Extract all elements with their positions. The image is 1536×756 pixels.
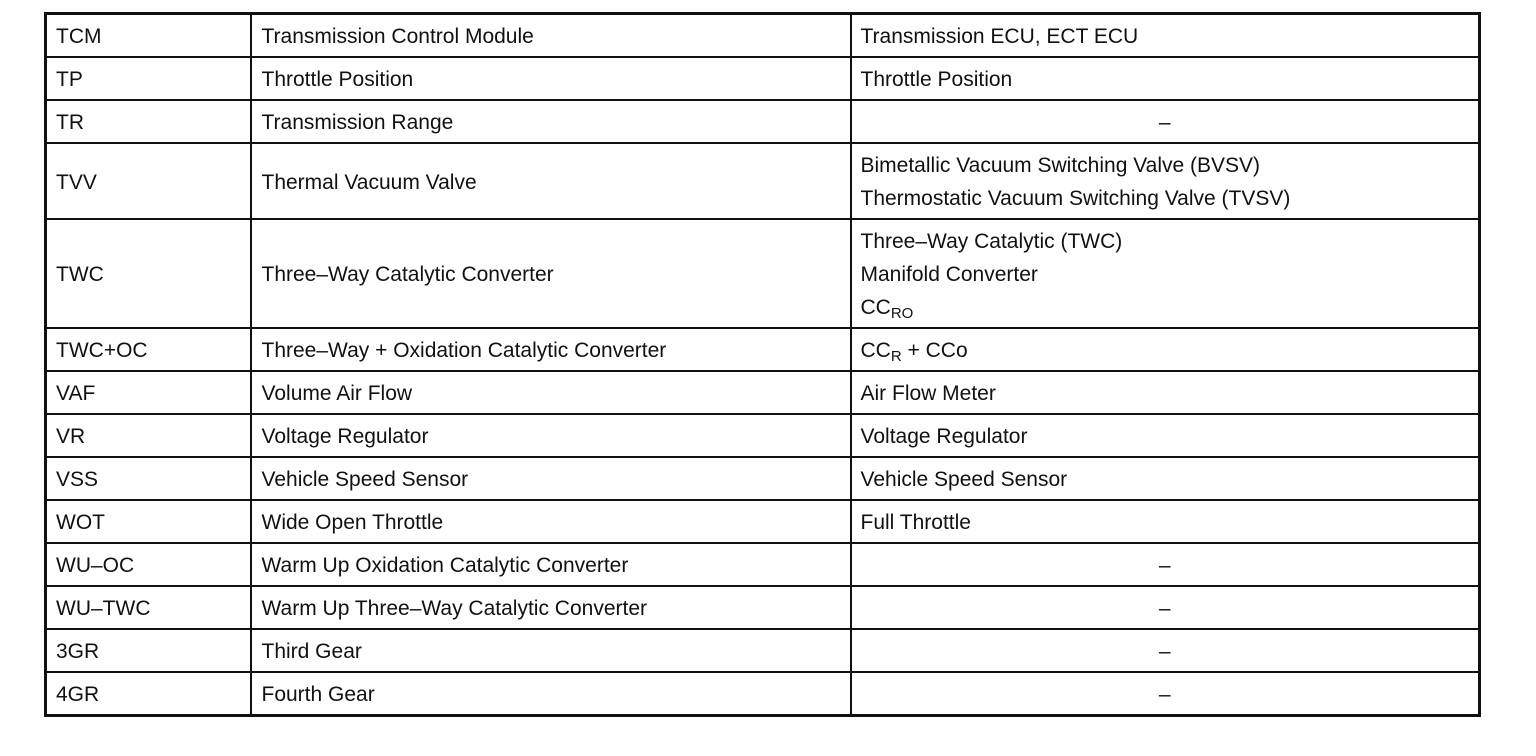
- table-row: [46, 100, 1480, 143]
- reference-text: CC: [860, 339, 891, 362]
- reference-line: [861, 106, 1470, 139]
- table-row: [46, 219, 1480, 328]
- reference-line: [861, 678, 1470, 711]
- reference-cell: [851, 543, 1480, 586]
- reference-line: [861, 549, 1470, 582]
- abbreviation-cell: TWC+OC: [46, 328, 251, 371]
- abbreviation-cell: TCM: [46, 14, 251, 58]
- table-row: [46, 672, 1480, 716]
- table-row: [46, 14, 1480, 58]
- reference-line: [861, 63, 1470, 96]
- table-row: [46, 414, 1480, 457]
- reference-text: + CCo: [901, 339, 968, 362]
- reference-text: –: [1158, 683, 1171, 706]
- reference-text: CC: [860, 296, 891, 319]
- reference-text: Full Throttle: [860, 511, 971, 534]
- reference-text: Thermostatic Vacuum Switching Valve (TVSV): [860, 187, 1291, 210]
- abbreviation-cell: WU–TWC: [46, 586, 251, 629]
- table-row: [46, 586, 1480, 629]
- reference-text: –: [1158, 554, 1171, 577]
- reference-text: –: [1158, 111, 1171, 134]
- table-row: [46, 500, 1480, 543]
- reference-cell: [851, 586, 1480, 629]
- reference-cell: [851, 672, 1480, 716]
- reference-cell: [851, 457, 1480, 500]
- reference-line: [861, 291, 1470, 324]
- reference-text: –: [1158, 640, 1171, 663]
- term-cell: Vehicle Speed Sensor: [251, 457, 851, 500]
- reference-cell: [851, 629, 1480, 672]
- reference-line: [861, 635, 1470, 668]
- term-cell: Three–Way + Oxidation Catalytic Converter: [251, 328, 851, 371]
- reference-line: [861, 463, 1470, 496]
- reference-text: Manifold Converter: [860, 263, 1038, 286]
- table-row: [46, 57, 1480, 100]
- abbreviation-cell: TR: [46, 100, 251, 143]
- reference-line: [861, 182, 1470, 215]
- abbreviation-cell: VAF: [46, 371, 251, 414]
- subscript-text: RO: [890, 305, 914, 322]
- term-cell: Transmission Control Module: [251, 14, 851, 58]
- term-cell: Third Gear: [251, 629, 851, 672]
- reference-text: Vehicle Speed Sensor: [860, 468, 1068, 491]
- reference-line: [861, 420, 1470, 453]
- reference-line: [861, 225, 1470, 258]
- abbreviation-cell: TP: [46, 57, 251, 100]
- reference-line: [861, 20, 1470, 53]
- term-cell: Three–Way Catalytic Converter: [251, 219, 851, 328]
- reference-line: [861, 506, 1470, 539]
- reference-cell: [851, 143, 1480, 219]
- term-cell: Transmission Range: [251, 100, 851, 143]
- reference-cell: [851, 328, 1480, 371]
- subscript-text: R: [890, 348, 902, 365]
- abbreviation-cell: WU–OC: [46, 543, 251, 586]
- term-cell: Voltage Regulator: [251, 414, 851, 457]
- table-row: [46, 328, 1480, 371]
- reference-cell: [851, 371, 1480, 414]
- reference-cell: [851, 219, 1480, 328]
- abbreviation-cell: VSS: [46, 457, 251, 500]
- reference-line: [861, 377, 1470, 410]
- term-cell: Fourth Gear: [251, 672, 851, 716]
- reference-cell: [851, 14, 1480, 58]
- reference-text: Three–Way Catalytic (TWC): [860, 230, 1123, 253]
- reference-line: [861, 258, 1470, 291]
- table-row: [46, 543, 1480, 586]
- reference-line: [861, 592, 1470, 625]
- table-row: [46, 143, 1480, 219]
- reference-cell: [851, 414, 1480, 457]
- abbreviation-cell: VR: [46, 414, 251, 457]
- reference-text: Bimetallic Vacuum Switching Valve (BVSV): [860, 154, 1261, 177]
- reference-text: Throttle Position: [860, 68, 1013, 91]
- term-cell: Thermal Vacuum Valve: [251, 143, 851, 219]
- term-cell: Warm Up Three–Way Catalytic Converter: [251, 586, 851, 629]
- reference-cell: [851, 100, 1480, 143]
- abbreviation-cell: WOT: [46, 500, 251, 543]
- reference-cell: [851, 57, 1480, 100]
- reference-cell: [851, 500, 1480, 543]
- table-row: [46, 629, 1480, 672]
- reference-text: Voltage Regulator: [860, 425, 1028, 448]
- term-cell: Warm Up Oxidation Catalytic Converter: [251, 543, 851, 586]
- table-row: [46, 371, 1480, 414]
- abbreviation-cell: 4GR: [46, 672, 251, 716]
- abbreviation-table: [44, 12, 1481, 717]
- table-row: [46, 457, 1480, 500]
- reference-text: Transmission ECU, ECT ECU: [860, 25, 1139, 48]
- abbreviation-cell: TWC: [46, 219, 251, 328]
- abbreviation-table-body: [46, 14, 1480, 716]
- term-cell: Wide Open Throttle: [251, 500, 851, 543]
- term-cell: Volume Air Flow: [251, 371, 851, 414]
- abbreviation-cell: TVV: [46, 143, 251, 219]
- term-cell: Throttle Position: [251, 57, 851, 100]
- abbreviation-cell: 3GR: [46, 629, 251, 672]
- reference-line: [861, 149, 1470, 182]
- reference-text: –: [1158, 597, 1171, 620]
- reference-text: Air Flow Meter: [860, 382, 996, 405]
- reference-line: [861, 334, 1470, 367]
